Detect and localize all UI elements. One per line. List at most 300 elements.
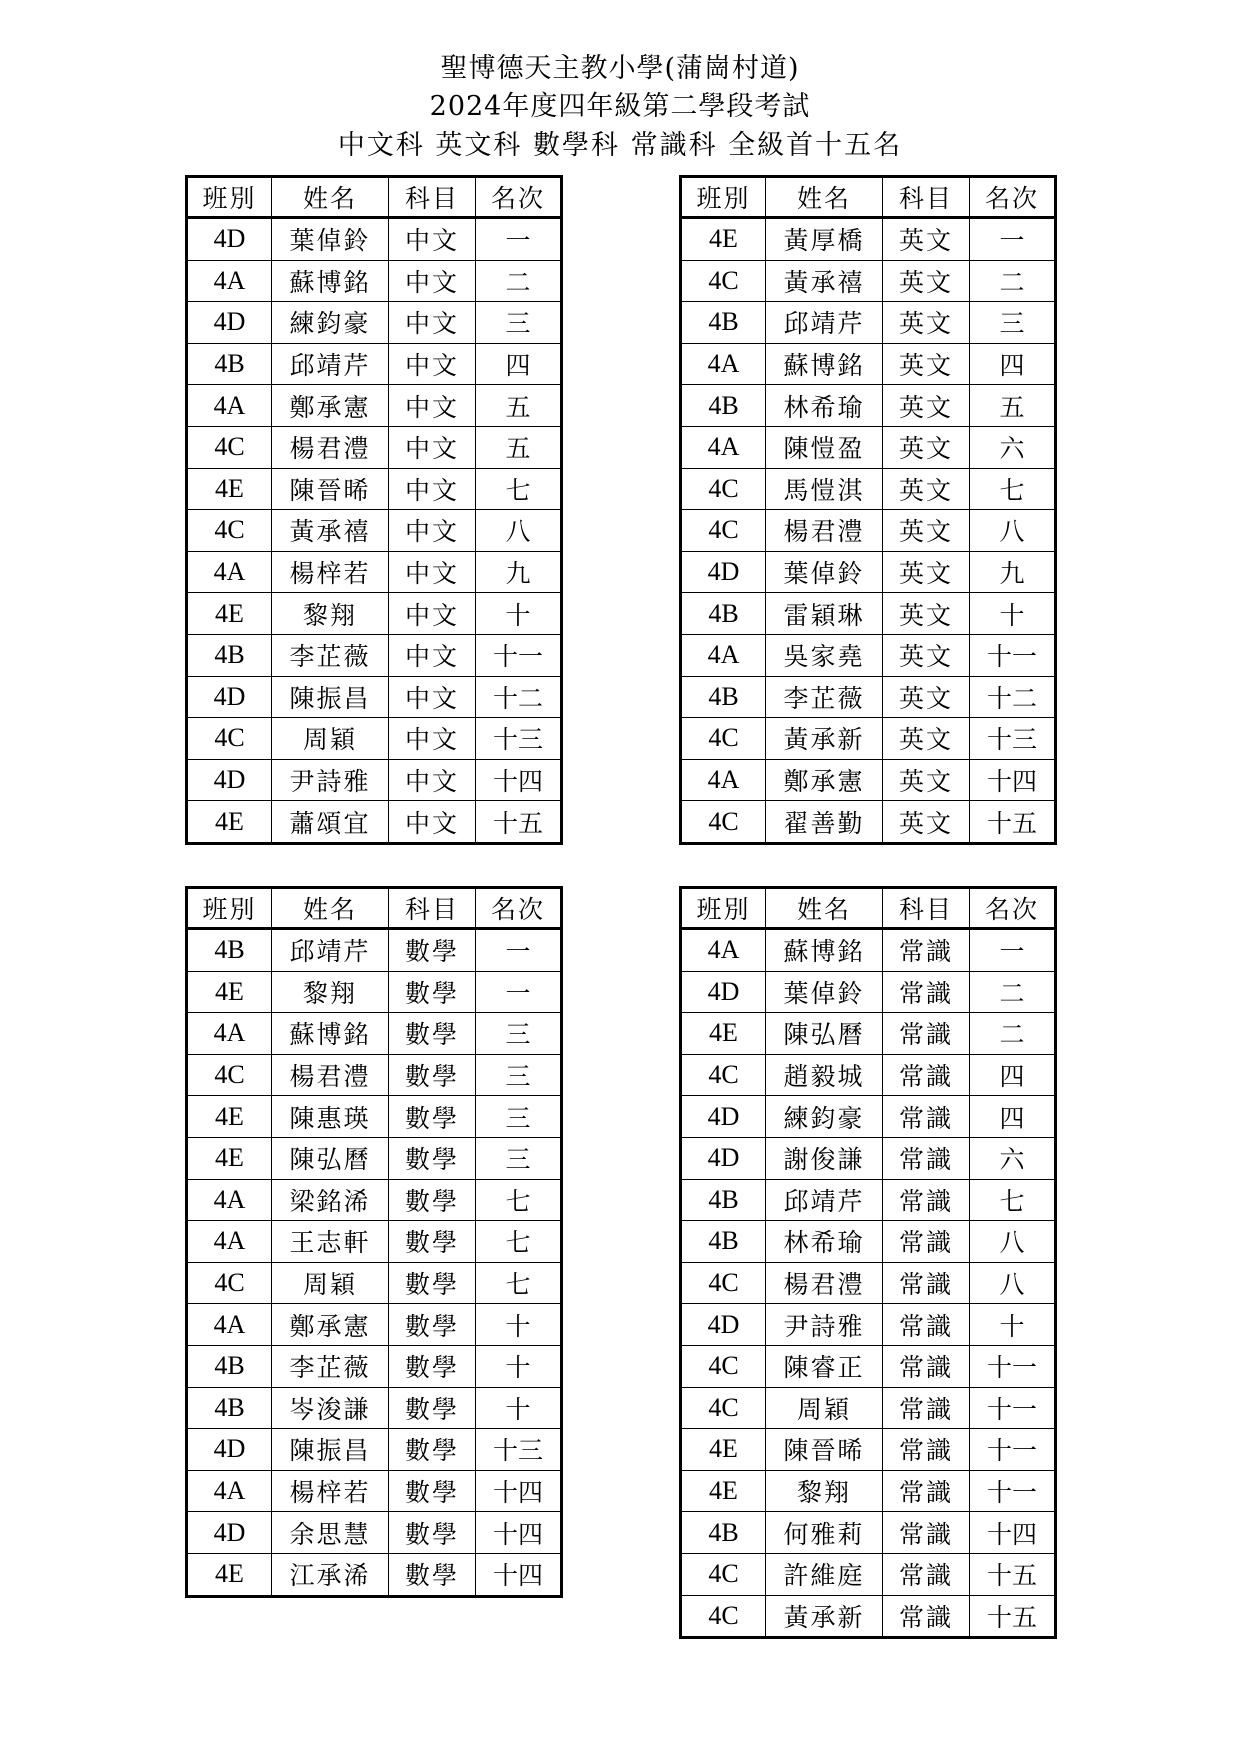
cell-rank: 五 [970,385,1056,427]
cell-student-name: 黎翔 [766,1470,883,1512]
cell-subject: 常識 [883,1387,970,1429]
table-row [187,551,562,593]
cell-student-name: 楊君澧 [272,1054,389,1096]
cell-rank: 十二 [970,676,1056,718]
table-row [681,971,1056,1013]
column-header-subject: 科目 [389,888,476,929]
table-row [187,302,562,344]
cell-subject: 數學 [389,1553,476,1596]
table-row [681,929,1056,972]
cell-rank: 七 [476,1221,562,1263]
cell-class: 4D [187,759,272,801]
cell-student-name: 邱靖芹 [766,1179,883,1221]
cell-subject: 英文 [883,676,970,718]
math-ranking-table [185,886,563,1598]
cell-rank: 十一 [970,1387,1056,1429]
cell-class: 4C [681,1345,766,1387]
cell-class: 4B [681,676,766,718]
cell-class: 4A [187,1179,272,1221]
cell-subject: 常識 [883,1345,970,1387]
cell-subject: 常識 [883,1096,970,1138]
cell-class: 4E [187,801,272,844]
cell-subject: 英文 [883,343,970,385]
cell-rank: 四 [970,1096,1056,1138]
cell-class: 4C [681,1553,766,1595]
table-row [681,1553,1056,1595]
cell-rank: 十四 [970,759,1056,801]
cell-student-name: 楊梓若 [272,551,389,593]
table-row [187,510,562,552]
cell-class: 4B [681,593,766,635]
cell-subject: 常識 [883,929,970,972]
cell-student-name: 葉倬鈴 [766,551,883,593]
table-row [187,1512,562,1554]
cell-student-name: 陳晉晞 [766,1429,883,1471]
table-row [681,1054,1056,1096]
cell-rank: 一 [970,929,1056,972]
cell-student-name: 李芷薇 [272,1345,389,1387]
cell-subject: 常識 [883,1137,970,1179]
table-row [187,1179,562,1221]
cell-student-name: 林希瑜 [766,385,883,427]
cell-rank: 七 [476,1179,562,1221]
cell-subject: 數學 [389,1262,476,1304]
cell-rank: 七 [476,468,562,510]
table-row [187,593,562,635]
cell-rank: 十 [970,1304,1056,1346]
cell-subject: 數學 [389,1470,476,1512]
cell-class: 4E [681,1429,766,1471]
cell-class: 4B [187,634,272,676]
cell-subject: 數學 [389,1013,476,1055]
cell-class: 4B [187,343,272,385]
cell-rank: 四 [970,1054,1056,1096]
table-header-row [187,177,562,218]
cell-rank: 十四 [476,1470,562,1512]
table-row [187,1013,562,1055]
cell-subject: 英文 [883,718,970,760]
cell-subject: 數學 [389,1345,476,1387]
cell-subject: 常識 [883,1470,970,1512]
table-row [681,718,1056,760]
table-row [187,634,562,676]
cell-rank: 一 [970,218,1056,261]
table-header-row [681,177,1056,218]
cell-class: 4C [681,1387,766,1429]
table-row [681,1013,1056,1055]
cell-subject: 中文 [389,302,476,344]
column-header-class: 班別 [187,177,272,218]
cell-subject: 英文 [883,218,970,261]
cell-rank: 十四 [476,1553,562,1596]
table-row [187,218,562,261]
cell-subject: 常識 [883,1553,970,1595]
column-header-subject: 科目 [883,888,970,929]
cell-rank: 十三 [476,718,562,760]
cell-student-name: 楊君澧 [272,426,389,468]
cell-rank: 十四 [476,759,562,801]
cell-student-name: 葉倬鈴 [766,971,883,1013]
table-row [681,801,1056,844]
cell-class: 4D [681,551,766,593]
cell-class: 4C [681,468,766,510]
cell-class: 4A [187,551,272,593]
table-row [681,593,1056,635]
cell-student-name: 岑浚謙 [272,1387,389,1429]
column-header-name: 姓名 [272,888,389,929]
table-row [681,510,1056,552]
cell-rank: 一 [476,971,562,1013]
table-row [187,676,562,718]
cell-subject: 中文 [389,801,476,844]
cell-subject: 中文 [389,718,476,760]
cell-class: 4A [187,1221,272,1263]
cell-class: 4B [681,1512,766,1554]
cell-student-name: 邱靖芹 [272,929,389,972]
table-row [187,1054,562,1096]
cell-student-name: 黃厚橋 [766,218,883,261]
cell-rank: 八 [970,1262,1056,1304]
column-header-rank: 名次 [476,888,562,929]
cell-class: 4A [187,260,272,302]
cell-student-name: 楊梓若 [272,1470,389,1512]
cell-rank: 十四 [970,1512,1056,1554]
table-row [187,1553,562,1596]
cell-rank: 二 [970,260,1056,302]
table-row [681,1345,1056,1387]
table-header-row [187,888,562,929]
cell-student-name: 邱靖芹 [272,343,389,385]
cell-class: 4B [187,1387,272,1429]
cell-subject: 常識 [883,971,970,1013]
cell-rank: 三 [476,1096,562,1138]
cell-subject: 數學 [389,929,476,972]
cell-student-name: 謝俊謙 [766,1137,883,1179]
table-row [187,468,562,510]
cell-student-name: 周穎 [272,1262,389,1304]
table-row [187,1429,562,1471]
table-row [187,426,562,468]
cell-rank: 十一 [970,1345,1056,1387]
cell-subject: 數學 [389,1512,476,1554]
cell-class: 4C [187,1262,272,1304]
cell-student-name: 蕭頌宜 [272,801,389,844]
table-row [187,929,562,972]
cell-class: 4D [187,302,272,344]
column-header-rank: 名次 [970,177,1056,218]
cell-subject: 英文 [883,551,970,593]
cell-rank: 二 [970,971,1056,1013]
cell-class: 4A [681,929,766,972]
cell-subject: 英文 [883,302,970,344]
column-header-name: 姓名 [766,888,883,929]
cell-student-name: 鄭承憲 [272,385,389,427]
cell-class: 4C [681,1595,766,1638]
cell-class: 4E [681,1013,766,1055]
table-row [187,343,562,385]
cell-class: 4C [681,510,766,552]
cell-rank: 十一 [476,634,562,676]
column-header-name: 姓名 [766,177,883,218]
cell-student-name: 陳振昌 [272,1429,389,1471]
cell-student-name: 陳振昌 [272,676,389,718]
cell-rank: 四 [476,343,562,385]
table-row [681,551,1056,593]
table-row [187,385,562,427]
cell-class: 4C [681,260,766,302]
cell-rank: 七 [970,468,1056,510]
table-row [681,1387,1056,1429]
cell-subject: 數學 [389,1429,476,1471]
table-row [681,634,1056,676]
cell-rank: 十三 [476,1429,562,1471]
cell-student-name: 黃承禧 [766,260,883,302]
cell-rank: 十一 [970,1429,1056,1471]
cell-student-name: 黃承新 [766,718,883,760]
cell-class: 4A [187,1470,272,1512]
table-row [187,1096,562,1138]
cell-subject: 數學 [389,1304,476,1346]
cell-class: 4C [681,1262,766,1304]
table-row [187,1262,562,1304]
cell-subject: 英文 [883,510,970,552]
cell-class: 4B [681,385,766,427]
cell-student-name: 陳弘曆 [766,1013,883,1055]
cell-student-name: 趙毅城 [766,1054,883,1096]
table-row [681,1595,1056,1638]
cell-student-name: 練鈞豪 [766,1096,883,1138]
cell-subject: 常識 [883,1429,970,1471]
table-row [681,1304,1056,1346]
cell-class: 4D [187,676,272,718]
cell-rank: 七 [476,1262,562,1304]
cell-rank: 二 [476,260,562,302]
cell-class: 4B [681,1221,766,1263]
cell-subject: 常識 [883,1595,970,1638]
table-row [187,759,562,801]
table-row [187,1221,562,1263]
cell-rank: 十 [476,1387,562,1429]
table-header-row [681,888,1056,929]
cell-class: 4E [187,1553,272,1596]
cell-class: 4B [187,929,272,972]
table-row [681,260,1056,302]
table-row [187,718,562,760]
table-row [681,759,1056,801]
cell-subject: 英文 [883,634,970,676]
cell-rank: 十五 [970,1553,1056,1595]
cell-subject: 中文 [389,510,476,552]
general-studies-ranking-table [679,886,1057,1639]
cell-student-name: 王志軒 [272,1221,389,1263]
cell-rank: 十五 [476,801,562,844]
table-row [681,676,1056,718]
cell-subject: 中文 [389,634,476,676]
cell-class: 4D [187,218,272,261]
table-row [681,343,1056,385]
cell-subject: 數學 [389,971,476,1013]
table-row [681,302,1056,344]
cell-student-name: 蘇博銘 [272,1013,389,1055]
cell-subject: 英文 [883,260,970,302]
cell-student-name: 何雅莉 [766,1512,883,1554]
cell-rank: 八 [970,1221,1056,1263]
cell-rank: 三 [476,1013,562,1055]
cell-rank: 十三 [970,718,1056,760]
cell-class: 4A [681,426,766,468]
cell-rank: 七 [970,1179,1056,1221]
column-header-class: 班別 [681,888,766,929]
cell-class: 4C [187,426,272,468]
cell-subject: 常識 [883,1013,970,1055]
cell-subject: 數學 [389,1387,476,1429]
cell-student-name: 周穎 [766,1387,883,1429]
cell-student-name: 江承浠 [272,1553,389,1596]
cell-student-name: 李芷薇 [272,634,389,676]
cell-subject: 英文 [883,801,970,844]
cell-class: 4C [681,718,766,760]
cell-class: 4A [187,1013,272,1055]
cell-rank: 八 [970,510,1056,552]
cell-subject: 數學 [389,1096,476,1138]
table-row [681,1137,1056,1179]
cell-rank: 九 [970,551,1056,593]
english-ranking-table [679,175,1057,845]
cell-rank: 一 [476,929,562,972]
cell-student-name: 梁銘浠 [272,1179,389,1221]
table-row [187,1345,562,1387]
cell-subject: 常識 [883,1179,970,1221]
cell-rank: 六 [970,426,1056,468]
cell-class: 4E [681,1470,766,1512]
cell-class: 4E [187,1096,272,1138]
cell-subject: 中文 [389,426,476,468]
cell-class: 4A [681,759,766,801]
cell-rank: 三 [476,1137,562,1179]
exam-title: 2024年度四年級第二學段考試 [429,91,811,122]
cell-class: 4D [187,1512,272,1554]
cell-class: 4D [681,1137,766,1179]
cell-student-name: 楊君澧 [766,510,883,552]
cell-student-name: 黃承新 [766,1595,883,1638]
cell-student-name: 葉倬鈴 [272,218,389,261]
table-row [187,1137,562,1179]
cell-class: 4D [681,1096,766,1138]
cell-student-name: 邱靖芹 [766,302,883,344]
table-row [681,218,1056,261]
table-row [681,1429,1056,1471]
table-row [187,1470,562,1512]
cell-rank: 十四 [476,1512,562,1554]
cell-subject: 中文 [389,676,476,718]
table-row [681,468,1056,510]
cell-class: 4E [187,971,272,1013]
cell-student-name: 雷穎琳 [766,593,883,635]
cell-class: 4B [187,1345,272,1387]
cell-class: 4E [681,218,766,261]
cell-subject: 常識 [883,1262,970,1304]
table-row [681,1096,1056,1138]
cell-class: 4E [187,1137,272,1179]
cell-class: 4A [187,1304,272,1346]
cell-student-name: 蘇博銘 [766,343,883,385]
cell-student-name: 許維庭 [766,1553,883,1595]
cell-student-name: 楊君澧 [766,1262,883,1304]
cell-rank: 五 [476,385,562,427]
cell-rank: 十 [476,1345,562,1387]
cell-subject: 數學 [389,1054,476,1096]
column-header-rank: 名次 [970,888,1056,929]
cell-class: 4D [187,1429,272,1471]
cell-rank: 十一 [970,1470,1056,1512]
cell-class: 4C [187,1054,272,1096]
cell-rank: 十五 [970,801,1056,844]
cell-subject: 常識 [883,1512,970,1554]
table-row [681,385,1056,427]
table-row [187,971,562,1013]
cell-rank: 五 [476,426,562,468]
school-name: 聖博德天主教小學(蒲崗村道) [440,53,800,84]
cell-student-name: 蘇博銘 [766,929,883,972]
cell-student-name: 尹詩雅 [272,759,389,801]
cell-subject: 常識 [883,1304,970,1346]
cell-class: 4E [187,593,272,635]
cell-student-name: 馬愷淇 [766,468,883,510]
cell-class: 4B [681,302,766,344]
cell-subject: 英文 [883,593,970,635]
cell-rank: 十 [476,1304,562,1346]
cell-class: 4C [187,510,272,552]
cell-student-name: 蘇博銘 [272,260,389,302]
table-row [681,1262,1056,1304]
cell-student-name: 陳弘曆 [272,1137,389,1179]
cell-student-name: 余思慧 [272,1512,389,1554]
cell-student-name: 周穎 [272,718,389,760]
ranking-subtitle: 中文科 英文科 數學科 常識科 全級首十五名 [337,130,903,161]
column-header-class: 班別 [681,177,766,218]
cell-rank: 一 [476,218,562,261]
cell-class: 4A [681,343,766,385]
cell-rank: 六 [970,1137,1056,1179]
cell-subject: 英文 [883,468,970,510]
table-row [681,1179,1056,1221]
cell-student-name: 陳惠瑛 [272,1096,389,1138]
cell-student-name: 鄭承憲 [766,759,883,801]
cell-student-name: 鄭承憲 [272,1304,389,1346]
cell-rank: 八 [476,510,562,552]
column-header-name: 姓名 [272,177,389,218]
table-row [681,1512,1056,1554]
cell-subject: 數學 [389,1221,476,1263]
cell-student-name: 黎翔 [272,593,389,635]
cell-subject: 中文 [389,551,476,593]
cell-rank: 三 [476,1054,562,1096]
cell-subject: 數學 [389,1179,476,1221]
cell-rank: 九 [476,551,562,593]
cell-rank: 十五 [970,1595,1056,1638]
table-row [187,260,562,302]
column-header-subject: 科目 [389,177,476,218]
chinese-ranking-table [185,175,563,845]
cell-student-name: 翟善勤 [766,801,883,844]
cell-rank: 三 [476,302,562,344]
cell-rank: 十一 [970,634,1056,676]
cell-rank: 十 [476,593,562,635]
cell-rank: 十二 [476,676,562,718]
cell-rank: 二 [970,1013,1056,1055]
cell-subject: 中文 [389,593,476,635]
cell-class: 4E [187,468,272,510]
